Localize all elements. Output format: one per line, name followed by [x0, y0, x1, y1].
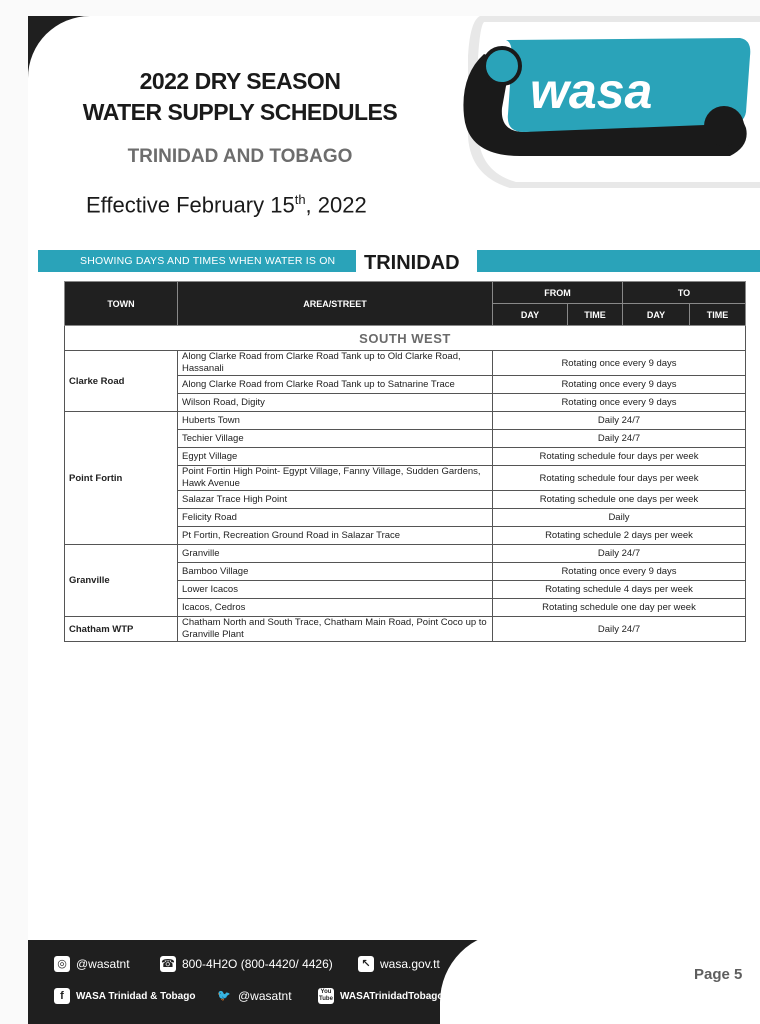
phone-icon: ☎	[161, 958, 175, 970]
footer-facebook[interactable]	[54, 988, 195, 1004]
schedule-cell: Daily 24/7	[493, 412, 746, 430]
table-row	[65, 545, 746, 563]
effective-sup: th	[294, 192, 306, 207]
schedule-cell: Rotating once every 9 days	[493, 394, 746, 412]
twitter-handle: @wasatnt	[238, 989, 292, 1003]
facebook-name: WASA Trinidad & Tobago	[76, 990, 196, 1002]
schedule-cell: Rotating schedule one days per week	[493, 491, 746, 509]
schedule-cell: Daily	[493, 509, 746, 527]
area-cell: Along Clarke Road from Clarke Road Tank up to Old Clarke Road, Hassanali	[178, 351, 493, 376]
schedule-cell: Rotating once every 9 days	[493, 563, 746, 581]
schedule-cell: Rotating schedule one day per week	[493, 599, 746, 617]
area-cell: Felicity Road	[178, 509, 493, 527]
area-cell: Bamboo Village	[178, 563, 493, 581]
schedule-cell: Rotating once every 9 days	[493, 351, 746, 376]
footer-website[interactable]	[358, 956, 440, 972]
schedule-table	[64, 281, 746, 642]
town-cell: Point Fortin	[65, 412, 178, 545]
title-line-2: WATER SUPPLY SCHEDULES	[82, 99, 398, 125]
table-row	[65, 351, 746, 376]
area-cell: Egypt Village	[178, 448, 493, 466]
page-number: Page 5	[694, 966, 743, 983]
table-row	[65, 412, 746, 430]
schedule-cell: Daily 24/7	[493, 617, 746, 642]
area-cell: Point Fortin High Point- Egypt Village, Fanny Village, Sudden Gardens, Hawk Avenue	[178, 466, 493, 491]
instagram-handle: @wasatnt	[76, 957, 130, 971]
effective-date	[86, 192, 367, 218]
banner-bar-right	[477, 250, 760, 272]
area-cell: Techier Village	[178, 430, 493, 448]
col-from-day: DAY	[493, 304, 568, 326]
instagram-icon: ◎	[54, 956, 70, 972]
area-cell: Chatham North and South Trace, Chatham Main Road, Point Coco up to Granville Plant	[178, 617, 493, 642]
effective-suffix: , 2022	[305, 192, 367, 218]
col-area-header: AREA/STREET	[178, 282, 493, 326]
footer-twitter[interactable]	[216, 988, 292, 1004]
footer-instagram[interactable]	[54, 956, 130, 972]
town-cell: Granville	[65, 545, 178, 617]
col-town-header: TOWN	[65, 282, 178, 326]
col-to-header: TO	[623, 282, 746, 304]
banner-caption: SHOWING DAYS AND TIMES WHEN WATER IS ON	[38, 250, 356, 272]
town-cell: Clarke Road	[65, 351, 178, 412]
area-cell: Lower Icacos	[178, 581, 493, 599]
website-url: wasa.gov.tt	[380, 957, 440, 971]
schedule-cell: Daily 24/7	[493, 545, 746, 563]
twitter-icon: 🐦	[217, 990, 231, 1002]
wasa-logo	[440, 16, 760, 188]
youtube-name: WASATrinidadTobago	[340, 990, 444, 1002]
area-cell: Huberts Town	[178, 412, 493, 430]
banner-title: TRINIDAD	[364, 252, 460, 274]
schedule-cell: Rotating once every 9 days	[493, 376, 746, 394]
footer-youtube[interactable]	[318, 988, 444, 1004]
cursor-icon: ↖	[358, 956, 374, 972]
effective-prefix: Effective February 15	[86, 192, 295, 218]
col-from-time: TIME	[568, 304, 623, 326]
phone-number: 800-4H2O (800-4420/ 4426)	[182, 957, 333, 971]
col-from-header: FROM	[493, 282, 623, 304]
footer-phone[interactable]	[160, 956, 333, 972]
region-heading: SOUTH WEST	[65, 326, 746, 351]
title-line-1: 2022 DRY SEASON	[139, 68, 341, 94]
col-to-time: TIME	[690, 304, 746, 326]
schedule-cell: Rotating schedule 4 days per week	[493, 581, 746, 599]
schedule-cell: Rotating schedule 2 days per week	[493, 527, 746, 545]
youtube-icon: You Tube	[319, 989, 333, 1002]
area-cell: Along Clarke Road from Clarke Road Tank up to Satnarine Trace	[178, 376, 493, 394]
document-title	[60, 66, 420, 128]
col-to-day: DAY	[623, 304, 690, 326]
area-cell: Wilson Road, Digity	[178, 394, 493, 412]
area-cell: Icacos, Cedros	[178, 599, 493, 617]
logo-text: wasa	[530, 63, 653, 119]
table-row	[65, 617, 746, 642]
schedule-cell: Daily 24/7	[493, 430, 746, 448]
country-subtitle: TRINIDAD AND TOBAGO	[127, 146, 353, 167]
facebook-icon: f	[54, 988, 70, 1004]
town-cell: Chatham WTP	[65, 617, 178, 642]
schedule-cell: Rotating schedule four days per week	[493, 466, 746, 491]
area-cell: Pt Fortin, Recreation Ground Road in Salazar Trace	[178, 527, 493, 545]
schedule-cell: Rotating schedule four days per week	[493, 448, 746, 466]
area-cell: Granville	[178, 545, 493, 563]
area-cell: Salazar Trace High Point	[178, 491, 493, 509]
